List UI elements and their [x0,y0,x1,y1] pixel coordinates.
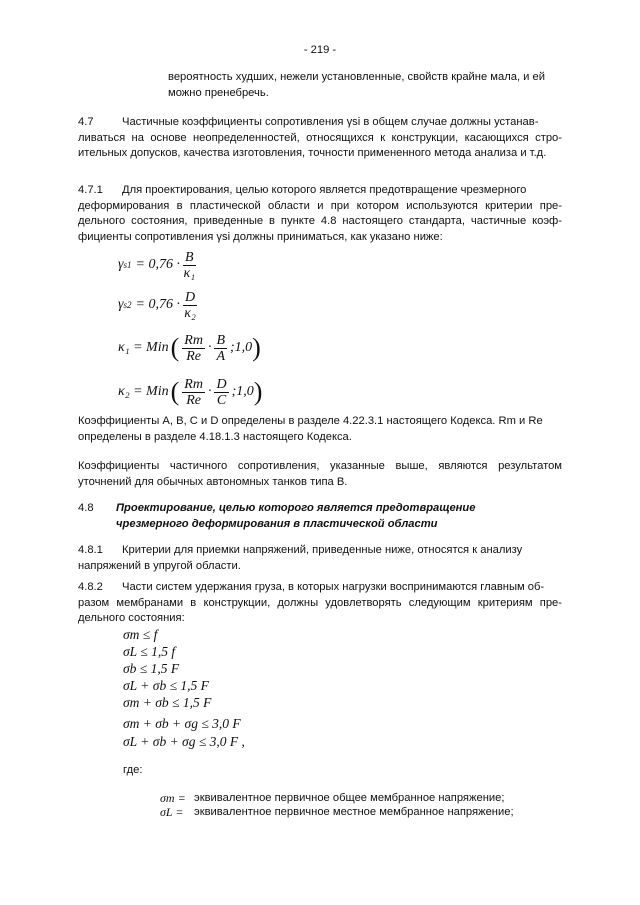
kappa-2-fraction-r [182,377,205,408]
criteria-list [123,627,383,751]
gamma-s2-fraction [183,290,197,321]
definition-symbol: σL = [160,805,184,819]
kappa-1-open-paren: ( [170,333,180,362]
gamma-s2-subscript: s2 [123,300,132,310]
kappa-1-rm: Rm [184,332,203,348]
criterion: σb ≤ 1,5 F [123,661,180,676]
gamma-s2-equals: = 0,76 · [135,297,180,312]
section-4-8-title-line-2: чрезмерного деформирования в пластической области [116,517,438,530]
kappa-1-b: B [216,332,225,348]
gamma-s1-subscript: s1 [123,260,132,270]
kappa-2-rm: Rm [184,376,203,392]
kappa-2-c: C [216,392,227,408]
section-4-7 [78,115,562,162]
section-4-8-2-text: разом мембранами в конструкции, должны удовлетворять следующим критериям пре-дельного состояния: [78,596,562,624]
criterion: σm + σb ≤ 1,5 F [123,695,212,710]
criterion: σL ≤ 1,5 f [123,644,176,659]
definition-text: эквивалентное первичное местное мембранное напряжение; [194,806,514,818]
page-number: - 219 - [303,44,337,56]
kappa-1-fraction-r [182,333,205,364]
coefficients-line-2: определены в разделе 4.18.1.3 настоящего Кодекса. [78,430,352,443]
formula-kappa-1 [118,326,418,370]
gamma-s2-numerator: D [185,289,196,305]
section-4-7-number: 4.7 [78,116,94,128]
kappa-1-close-paren: ) [252,333,261,362]
kappa-1-fraction-ba [214,333,227,364]
gamma-s1-symbol: γ [118,257,124,272]
kappa-2-close-paren: ) [253,377,263,406]
partial-resistance-paragraph: Коэффициенты частичного сопротивления, указанные выше, являются результатом уточнений для обычных автономных танков типа B. [78,460,562,488]
kappa-1-dot: · [207,340,212,355]
gamma-s2-symbol: γ [118,297,124,312]
intro-paragraph [168,70,558,101]
definitions-list [160,791,560,819]
formula-block [118,246,418,414]
kappa-2-d: D [216,376,227,392]
gamma-s1-denominator: κ₁ [183,265,196,281]
criterion: σL + σb ≤ 1,5 F [123,678,209,693]
coefficients-line-1: Коэффициенты A, B, C и D определены в разделе 4.22.3.1 настоящего Кодекса. Rm и Re [78,415,543,427]
section-4-8-title-line-1: Проектирование, целью которого является предотвращение [116,502,476,514]
formula-kappa-2 [118,370,418,414]
section-4-7-1-number: 4.7.1 [78,184,103,196]
section-4-7-1 [78,183,562,245]
kappa-1-a: A [216,348,225,364]
section-4-8-1-text: напряжений в упругой области. [78,559,241,572]
kappa-2-lhs: κ₂ = Min [118,384,169,399]
section-4-7-first-line: Частичные коэффициенты сопротивления γsi в общем случае должны устанав- [122,116,539,128]
definition-symbol: σm = [160,791,186,805]
formula-gamma-s1 [118,246,418,284]
kappa-1-tail: ;1,0 [230,340,253,355]
gamma-s1-equals: = 0,76 · [135,257,180,272]
kappa-1-re: Re [186,348,201,364]
section-4-7-text: ливаться на основе неопределенностей, относящихся к конструкции, касающихся стро-ительных допусков, качества изготовления, точности примененного метода анализа и т.д. [78,131,562,159]
kappa-1-lhs: κ₁ = Min [118,340,169,355]
section-4-7-1-first-line: Для проектирования, целью которого является предотвращение чрезмерного [122,184,527,196]
gamma-s1-fraction [183,250,196,281]
coefficients-paragraph [78,414,562,445]
criterion: σm ≤ f [123,627,158,642]
definition-row [160,805,560,819]
section-4-7-1-text: деформирования в пластической области и при котором используются критерии пре-дельного состояния, приведенные в пункте 4.8 настоящего стандарта, частичные коэф-фициенты сопротивления γsi должны приниматься, как указано ниже: [78,199,562,243]
where-label: где: [123,764,143,776]
intro-line-2: можно пренебречь. [168,86,269,99]
definition-row [160,791,560,805]
section-4-8-2-first-line: Части систем удержания груза, в которых нагрузки воспринимаются главным об- [122,581,545,593]
definition-text: эквивалентное первичное общее мембранное напряжение; [194,792,505,804]
section-4-8-1 [78,543,562,574]
section-4-8-heading [78,501,562,532]
formula-gamma-s2 [118,284,418,326]
kappa-2-fraction-dc [214,377,228,408]
criterion: σm + σb + σg ≤ 3,0 F [123,716,241,731]
criterion: σL + σb + σg ≤ 3,0 F , [123,734,245,749]
section-4-8-1-number: 4.8.1 [78,544,103,556]
section-4-8-number: 4.8 [78,502,94,514]
section-4-8-1-first-line: Критерии для приемки напряжений, приведенные ниже, относятся к анализу [122,544,523,556]
kappa-2-tail: ;1,0 [231,384,254,399]
section-4-8-2-number: 4.8.2 [78,581,103,593]
gamma-s2-denominator: κ₂ [184,305,196,321]
intro-line-1: вероятность худших, нежели установленные, свойств крайне мала, и ей [168,71,546,83]
section-4-8-2 [78,580,562,627]
kappa-2-re: Re [186,392,201,408]
kappa-2-open-paren: ( [170,377,180,406]
kappa-2-dot: · [207,384,212,399]
gamma-s1-numerator: B [185,249,194,265]
